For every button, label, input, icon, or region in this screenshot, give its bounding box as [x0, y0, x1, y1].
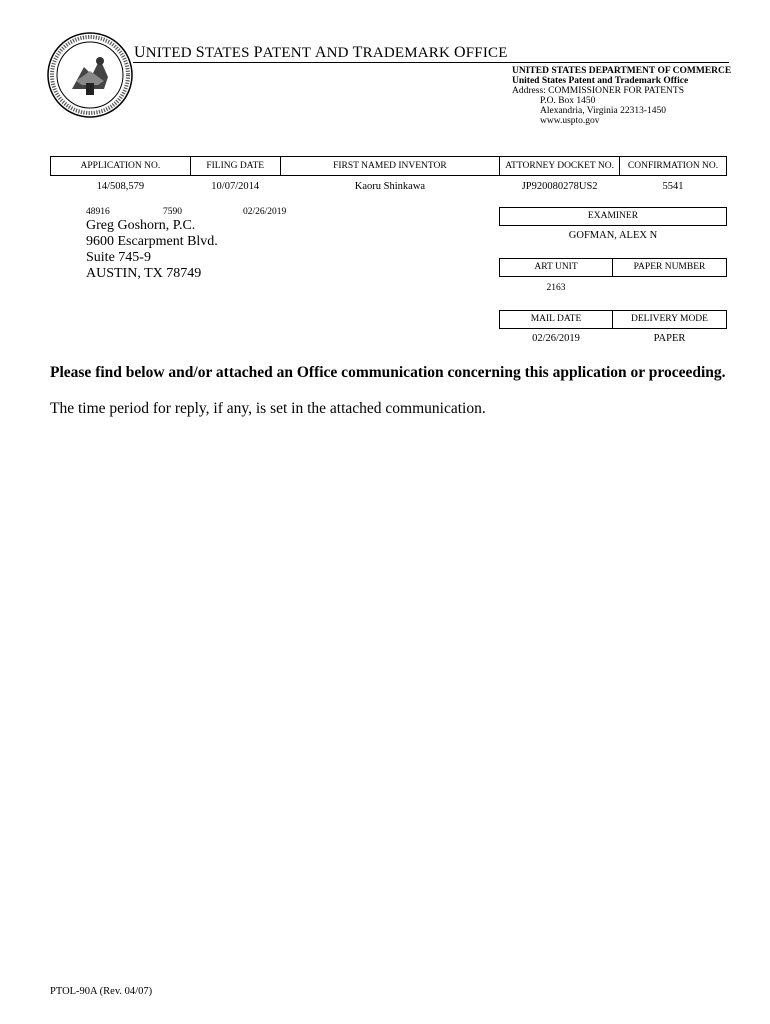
correspondence-date: 02/26/2019	[243, 207, 287, 217]
table-row	[51, 176, 727, 197]
uspto-seal-logo	[46, 31, 134, 119]
paper-number-label: PAPER NUMBER	[633, 262, 706, 272]
po-box: P.O. Box 1450	[540, 96, 596, 106]
department-name: UNITED STATES DEPARTMENT OF COMMERCE	[512, 66, 732, 76]
correspondence-code: 7590	[163, 207, 182, 217]
art-unit-label: ART UNIT	[534, 262, 578, 272]
mailing-address	[86, 218, 218, 282]
agency-name: United States Patent and Trademark Office	[512, 76, 689, 86]
confirmation-no: 5541	[662, 180, 684, 192]
application-no: 14/508,579	[96, 180, 145, 192]
office-communication-notice: Please find below and/or attached an Office communication concerning this application or proceeding.	[50, 364, 726, 381]
table-header-row	[51, 157, 727, 176]
address-line: Greg Goshorn, P.C.	[86, 218, 196, 233]
mail-date-box	[499, 310, 613, 329]
header-application-no: APPLICATION NO.	[51, 157, 191, 176]
address-line: 9600 Escarpment Blvd.	[86, 234, 218, 249]
delivery-mode-label: DELIVERY MODE	[631, 314, 708, 324]
department-address-block	[512, 66, 731, 126]
address-line: AUSTIN, TX 78749	[86, 266, 202, 281]
first-named-inventor: Kaoru Shinkawa	[354, 180, 426, 192]
examiner-label: EXAMINER	[587, 211, 639, 221]
city-line: Alexandria, Virginia 22313-1450	[540, 106, 666, 116]
form-identifier: PTOL-90A (Rev. 04/07)	[50, 986, 153, 997]
customer-number: 48916	[86, 207, 110, 217]
filing-date: 10/07/2014	[211, 180, 260, 192]
office-title: UNITED STATES PATENT AND TRADEMARK OFFICE	[134, 44, 508, 61]
delivery-mode-box	[612, 310, 727, 329]
delivery-mode-value: PAPER	[653, 333, 686, 344]
website-link[interactable]: www.uspto.gov	[540, 116, 600, 126]
paper-number-box	[612, 258, 727, 277]
art-unit-value: 2163	[546, 283, 566, 293]
header-first-named-inventor: FIRST NAMED INVENTOR	[280, 157, 500, 176]
header-divider	[133, 62, 729, 63]
header-filing-date: FILING DATE	[190, 157, 280, 176]
address-label: Address: COMMISSIONER FOR PATENTS	[512, 86, 684, 96]
header-confirmation-no: CONFIRMATION NO.	[620, 157, 727, 176]
mail-date-label: MAIL DATE	[530, 314, 582, 324]
examiner-name: GOFMAN, ALEX N	[568, 230, 658, 241]
attorney-docket-no: JP920080278US2	[521, 180, 598, 192]
application-info-table	[50, 156, 727, 196]
header-attorney-docket-no: ATTORNEY DOCKET NO.	[500, 157, 620, 176]
mail-date-value: 02/26/2019	[532, 333, 580, 344]
art-unit-box	[499, 258, 613, 277]
examiner-box	[499, 207, 727, 226]
reply-period-text: The time period for reply, if any, is set in the attached communication.	[50, 400, 486, 417]
address-line: Suite 745-9	[86, 250, 151, 265]
